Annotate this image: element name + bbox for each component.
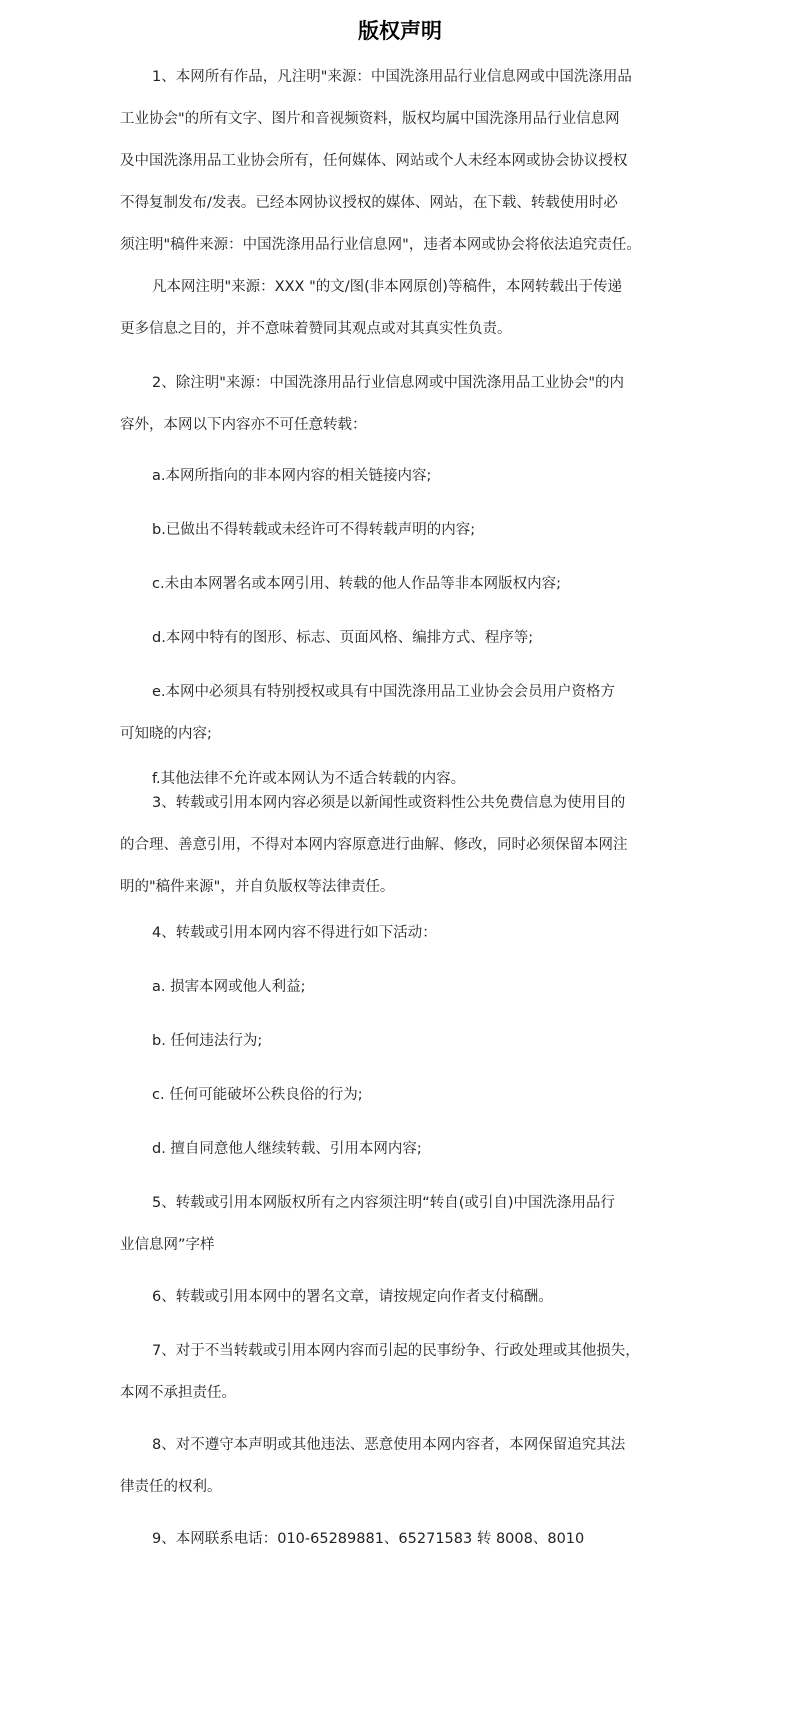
- paragraph-line: 7、对于不当转载或引用本网内容而引起的民事纷争、行政处理或其他损失，: [152, 1343, 640, 1359]
- paragraph-line: a.本网所指向的非本网内容的相关链接内容;: [152, 468, 432, 484]
- paragraph-line: 的合理、善意引用，不得对本网内容原意进行曲解、修改，同时必须保留本网注: [120, 837, 628, 853]
- paragraph-line: 明的"稿件来源"，并自负版权等法律责任。: [120, 879, 395, 895]
- paragraph-line: 5、转载或引用本网版权所有之内容须注明“转自(或引自)中国洗涤用品行: [152, 1195, 616, 1211]
- paragraph-p5: [120, 509, 680, 551]
- paragraph-line: 4、转载或引用本网内容不得进行如下活动：: [152, 925, 437, 941]
- paragraph-line: 9、本网联系电话：010-65289881、65271583 转 8008、8010: [152, 1531, 585, 1547]
- paragraph-line: 容外，本网以下内容亦不可任意转载：: [120, 417, 367, 433]
- paragraph-line: f.其他法律不允许或本网认为不适合转载的内容。: [152, 771, 466, 787]
- paragraph-p6: [120, 563, 680, 605]
- paragraph-line: e.本网中必须具有特别授权或具有中国洗涤用品工业协会会员用户资格方: [152, 684, 616, 700]
- paragraph-p16: [120, 1182, 680, 1266]
- paragraph-line: 3、转载或引用本网内容必须是以新闻性或资料性公共免费信息为使用目的: [152, 795, 626, 811]
- paragraph-p19: [120, 1424, 680, 1508]
- paragraph-line: c. 任何可能破坏公秩良俗的行为;: [152, 1087, 363, 1103]
- paragraph-line: 律责任的权利。: [120, 1479, 222, 1495]
- paragraph-p10: [120, 782, 680, 908]
- paragraph-p1: [120, 56, 680, 266]
- paragraph-p14: [120, 1074, 680, 1116]
- paragraph-line: 须注明"稿件来源：中国洗涤用品行业信息网"，违者本网或协会将依法追究责任。: [120, 237, 641, 253]
- page-title: 版权声明: [358, 19, 442, 43]
- paragraph-line: d.本网中特有的图形、标志、页面风格、编排方式、程序等;: [152, 630, 534, 646]
- paragraph-p18: [120, 1330, 680, 1414]
- paragraph-line: 8、对不遵守本声明或其他违法、恶意使用本网内容者，本网保留追究其法: [152, 1437, 626, 1453]
- paragraph-line: 1、本网所有作品，凡注明"来源：中国洗涤用品行业信息网或中国洗涤用品: [152, 69, 632, 85]
- paragraph-p8: [120, 671, 680, 755]
- paragraph-line: b. 任何违法行为;: [152, 1033, 263, 1049]
- paragraph-p2: [120, 266, 680, 350]
- paragraph-line: 业信息网”字样: [120, 1237, 215, 1253]
- paragraph-p13: [120, 1020, 680, 1062]
- paragraph-p7: [120, 617, 680, 659]
- paragraph-p3: [120, 362, 680, 446]
- paragraph-line: 工业协会"的所有文字、图片和音视频资料，版权均属中国洗涤用品行业信息网: [120, 111, 620, 127]
- paragraph-p4: [120, 455, 680, 497]
- paragraph-line: 及中国洗涤用品工业协会所有，任何媒体、网站或个人未经本网或协会协议授权: [120, 153, 628, 169]
- paragraph-line: 可知晓的内容;: [120, 726, 212, 742]
- paragraph-p12: [120, 966, 680, 1008]
- paragraph-line: 6、转载或引用本网中的署名文章，请按规定向作者支付稿酬。: [152, 1289, 553, 1305]
- paragraph-line: c.未由本网署名或本网引用、转载的他人作品等非本网版权内容;: [152, 576, 561, 592]
- paragraph-line: a. 损害本网或他人利益;: [152, 979, 306, 995]
- paragraph-line: b.已做出不得转载或未经许可不得转载声明的内容;: [152, 522, 476, 538]
- paragraph-line: d. 擅自同意他人继续转载、引用本网内容;: [152, 1141, 422, 1157]
- paragraph-line: 凡本网注明"来源：XXX "的文/图(非本网原创)等稿件，本网转载出于传递: [152, 279, 622, 295]
- paragraph-p20: [120, 1518, 680, 1560]
- paragraph-line: 更多信息之目的，并不意味着赞同其观点或对其真实性负责。: [120, 321, 512, 337]
- paragraph-p11: [120, 912, 680, 954]
- paragraph-line: 不得复制发布/发表。已经本网协议授权的媒体、网站，在下载、转载使用时必: [120, 195, 618, 211]
- paragraph-p17: [120, 1276, 680, 1318]
- paragraph-line: 2、除注明"来源：中国洗涤用品行业信息网或中国洗涤用品工业协会"的内: [152, 375, 625, 391]
- paragraph-p15: [120, 1128, 680, 1170]
- paragraph-line: 本网不承担责任。: [120, 1385, 236, 1401]
